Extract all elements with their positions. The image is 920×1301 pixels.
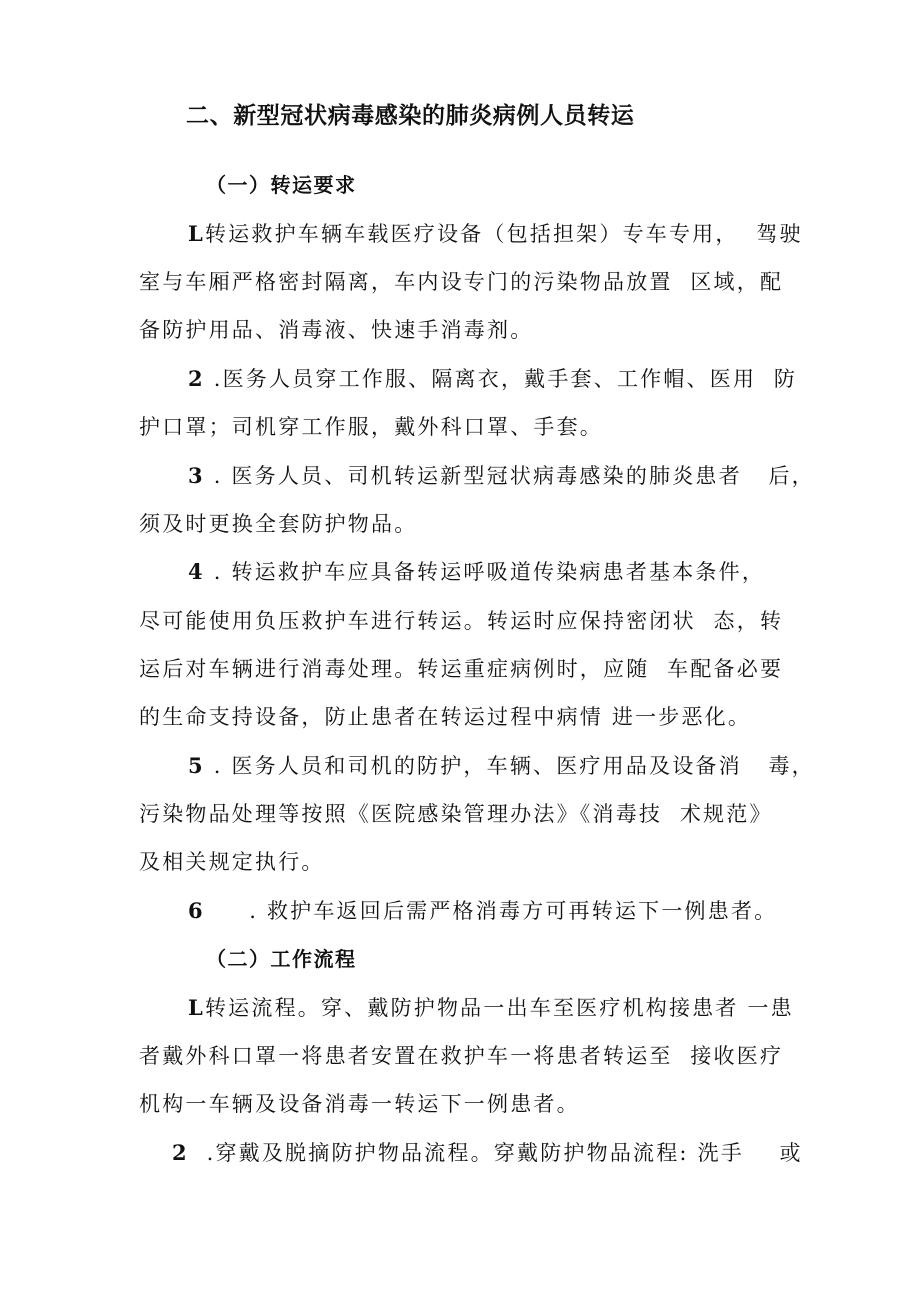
paragraph-line: 运后对车辆进行消毒处理。转运重症病例时，应随 车配备必要 bbox=[139, 657, 784, 681]
paragraph-line: 3 . 医务人员、司机转运新型冠状病毒感染的肺炎患者 后， bbox=[188, 463, 815, 488]
section-heading-requirements: （一）转运要求 bbox=[206, 173, 357, 197]
paragraph-line: 机构一车辆及设备消毒一转运下一例患者。 bbox=[139, 1092, 580, 1116]
paragraph-line: 护口罩；司机穿工作服，戴外科口罩、手套。 bbox=[139, 415, 603, 439]
paragraph-line: 4 . 转运救护车应具备转运呼吸道传染病患者基本条件， bbox=[188, 559, 766, 584]
paragraph-line: 须及时更换全套防护物品。 bbox=[139, 512, 418, 536]
paragraph-line: 2 .医务人员穿工作服、隔离衣，戴手套、工作帽、医用 防 bbox=[188, 366, 798, 391]
paragraph-line: 尽可能使用负压救护车进行转运。转运时应保持密闭状 态，转 bbox=[139, 609, 784, 633]
item-number: 2 bbox=[188, 366, 205, 391]
item-number: 5 bbox=[188, 753, 205, 778]
paragraph-line: L转运救护车辆车载医疗设备（包括担架）专车专用， 驾驶 bbox=[188, 221, 803, 246]
item-number: L bbox=[188, 221, 205, 246]
section-heading-workflow: （二）工作流程 bbox=[206, 947, 357, 971]
paragraph-line: 者戴外科口罩一将患者安置在救护车一将患者转运至 接收医疗 bbox=[139, 1044, 784, 1068]
paragraph-line: 的生命支持设备，防止患者在转运过程中病情 进一步恶化。 bbox=[139, 705, 752, 729]
item-number: 4 bbox=[188, 559, 205, 584]
paragraph-line: 及相关规定执行。 bbox=[139, 850, 325, 874]
paragraph-line: 6 . 救护车返回后需严格消毒方可再转运下一例患者。 bbox=[188, 898, 778, 923]
paragraph-line: 5 . 医务人员和司机的防护，车辆、医疗用品及设备消 毒， bbox=[188, 753, 815, 778]
item-number: 6 bbox=[188, 898, 205, 923]
item-number: L bbox=[188, 995, 205, 1020]
paragraph-line: 备防护用品、消毒液、快速手消毒剂。 bbox=[139, 318, 534, 342]
page-title: 二、新型冠状病毒感染的肺炎病例人员转运 bbox=[186, 103, 635, 129]
paragraph-line: L转运流程。穿、戴防护物品一出车至医疗机构接患者 一患 bbox=[188, 995, 794, 1020]
paragraph-line: 污染物品处理等按照《医院感染管理办法》《消毒技 术规范》 bbox=[139, 802, 773, 826]
paragraph-line: 室与车厢严格密封隔离，车内设专门的污染物品放置 区域，配 bbox=[139, 270, 784, 294]
paragraph-line: 2 .穿戴及脱摘防护物品流程。穿戴防护物品流程: 洗手 或 bbox=[172, 1140, 803, 1165]
item-number: 3 bbox=[188, 463, 205, 488]
item-number: 2 bbox=[172, 1140, 189, 1165]
